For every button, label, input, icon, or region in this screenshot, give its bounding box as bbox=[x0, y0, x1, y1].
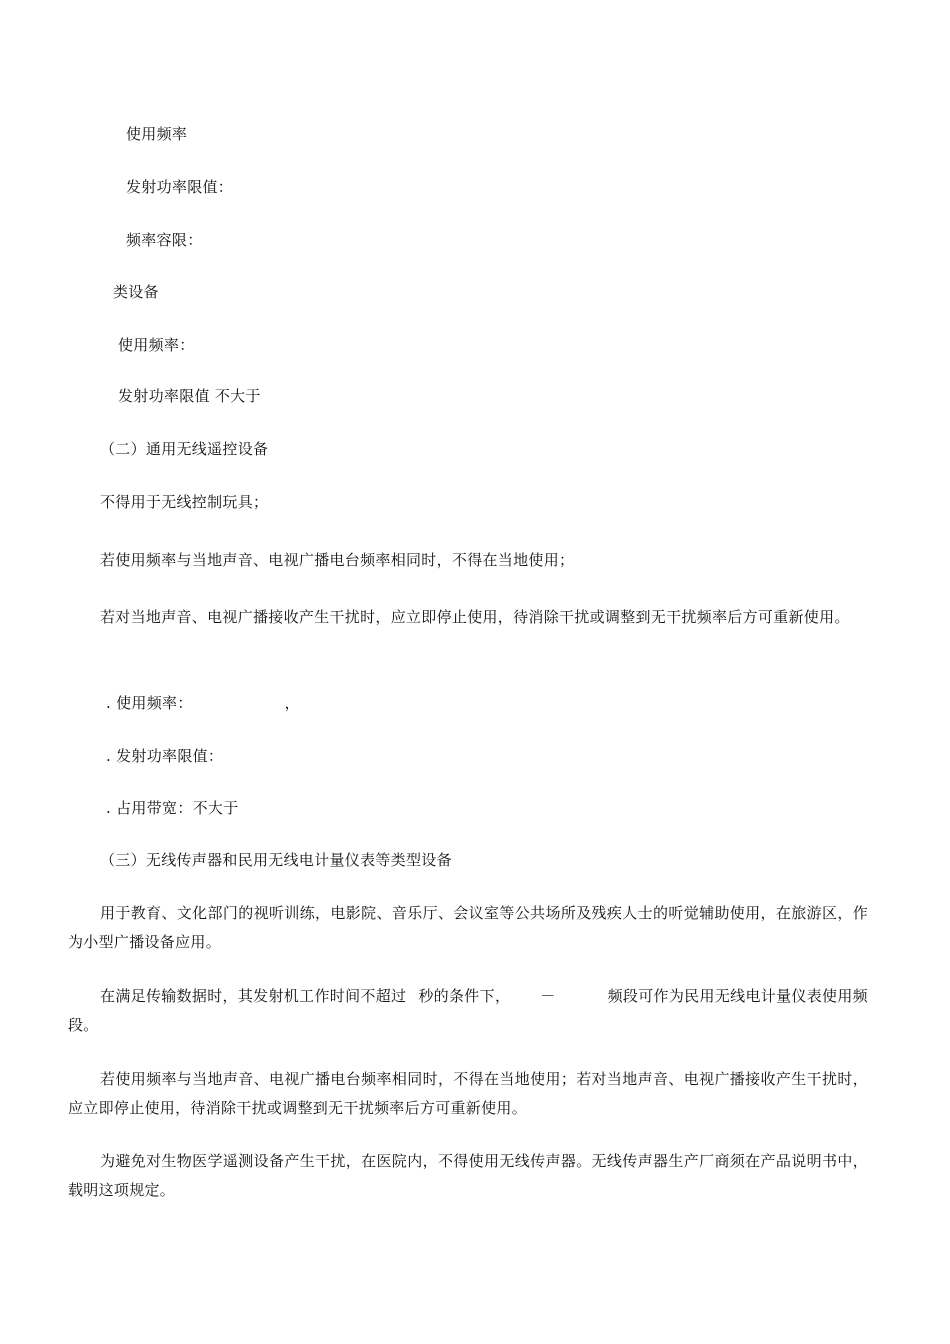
section-heading-microphones: （三）无线传声器和民用无线电计量仪表等类型设备 bbox=[100, 851, 452, 869]
para-meter-band bbox=[68, 982, 868, 1040]
item-use-frequency-comma: ， bbox=[284, 694, 300, 712]
line-power-limit-2: 发射功率限值 不大于 bbox=[118, 387, 261, 405]
line-use-frequency: 使用频率 bbox=[126, 125, 188, 143]
rule-no-toys: 不得用于无线控制玩具； bbox=[100, 493, 269, 511]
line-device-class: 类设备 bbox=[113, 283, 159, 301]
para-meter-c: 频段可作为民用无线电计量仪表使用频段。 bbox=[68, 987, 868, 1034]
para-hospital: 为避免对生物医学遥测设备产生干扰，在医院内，不得使用无线传声器。无线传声器生产厂商须在产品说明书中，载明这项规定。 bbox=[68, 1152, 868, 1199]
section-heading-general-remote: （二）通用无线遥控设备 bbox=[100, 440, 269, 458]
item-power-limit: . 发射功率限值： bbox=[106, 747, 224, 765]
item-use-frequency bbox=[106, 692, 300, 714]
para-meter-a: 在满足传输数据时，其发射机工作时间不超过 bbox=[100, 987, 407, 1005]
para-meter-b: 秒的条件下， bbox=[418, 987, 511, 1005]
item-use-frequency-label: . 使用频率： bbox=[106, 694, 193, 712]
line-use-frequency-2: 使用频率： bbox=[118, 336, 195, 354]
line-frequency-tolerance: 频率容限： bbox=[126, 231, 203, 249]
item-bandwidth: . 占用带宽：不大于 bbox=[106, 799, 239, 817]
para-meter-dash: － bbox=[540, 987, 556, 1005]
para-same-frequency-2: 若使用频率与当地声音、电视广播电台频率相同时，不得在当地使用；若对当地声音、电视广播接收产生干扰时，应立即停止使用，待消除干扰或调整到无干扰频率后方可重新使用。 bbox=[68, 1070, 868, 1117]
para-usage: 用于教育、文化部门的视听训练，电影院、音乐厅、会议室等公共场所及残疾人士的听觉辅助使用，在旅游区，作为小型广播设备应用。 bbox=[68, 904, 868, 951]
line-power-limit: 发射功率限值： bbox=[126, 178, 234, 196]
rule-interference: 若对当地声音、电视广播接收产生干扰时，应立即停止使用，待消除干扰或调整到无干扰频率后方可重新使用。 bbox=[100, 608, 850, 626]
rule-same-frequency: 若使用频率与当地声音、电视广播电台频率相同时，不得在当地使用； bbox=[100, 551, 575, 569]
